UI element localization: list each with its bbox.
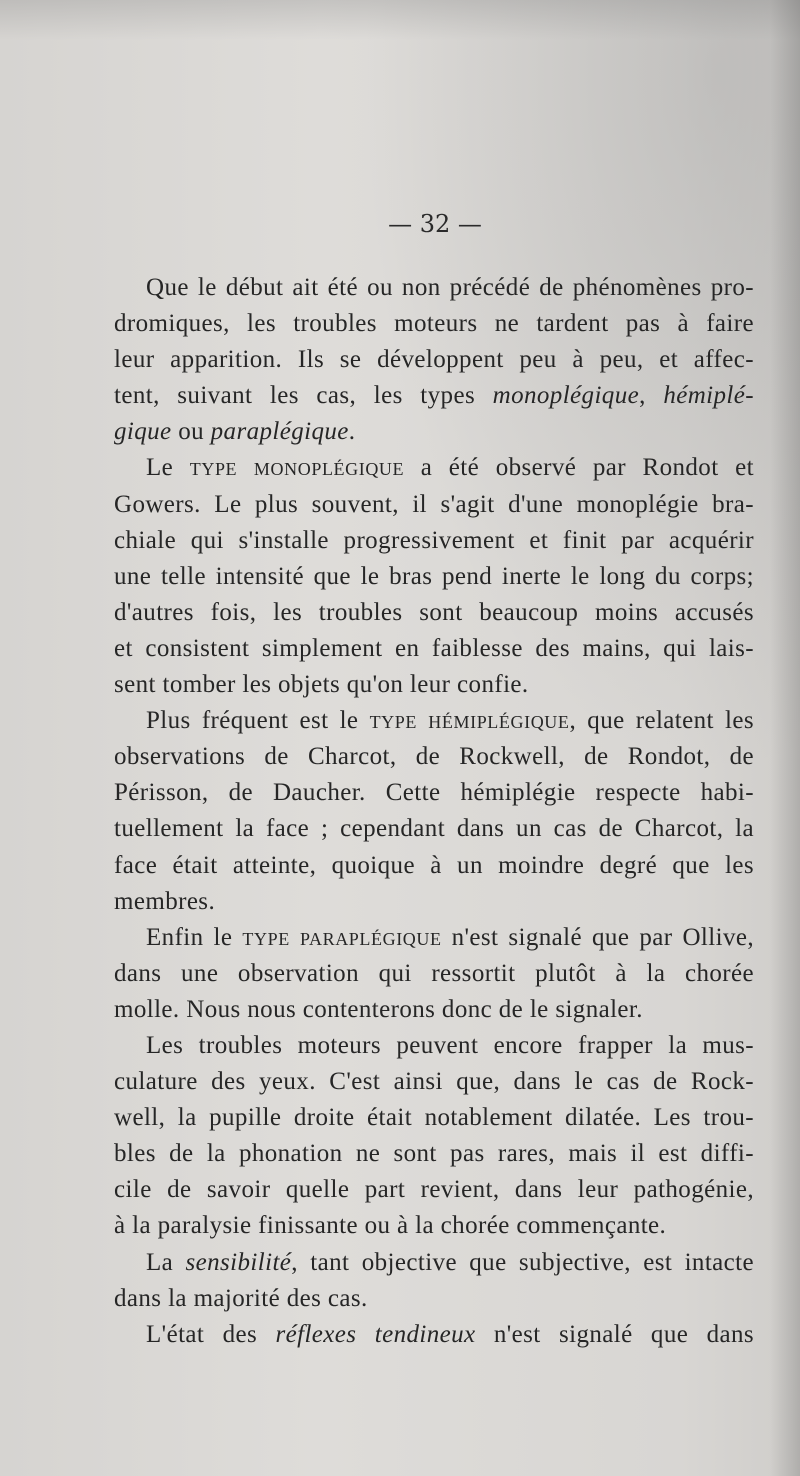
italic-text: paraplégique — [210, 418, 349, 446]
text-line — [114, 884, 754, 920]
text-segment: Périsson, de Daucher. Cette hémiplégie respecte habi- — [114, 779, 754, 807]
italic-text: monoplégique — [492, 382, 640, 410]
text-segment: à la paralysie finissante ou à la chorée commençante. — [114, 1212, 667, 1240]
text-line — [114, 1208, 754, 1244]
text-line — [114, 1100, 754, 1136]
text-segment: Les troubles moteurs peuvent encore frapper la mus- — [146, 1031, 754, 1059]
text-segment: La — [146, 1248, 186, 1276]
small-caps-text: type monoplégique — [189, 454, 405, 482]
page-top-shadow — [0, 0, 800, 40]
text-segment: well, la pupille droite était notablement dilatée. Les trou- — [114, 1104, 754, 1132]
text-segment: face était atteinte, quoique à un moindre degré que les — [114, 851, 754, 879]
text-segment: Plus fréquent est le — [146, 707, 370, 735]
text-segment: ou — [171, 418, 211, 446]
text-line — [114, 667, 754, 703]
text-line — [114, 1245, 754, 1281]
text-segment: , que relatent les — [569, 707, 754, 735]
text-segment: . — [348, 418, 356, 446]
text-line — [114, 920, 754, 956]
text-segment: L'état des — [146, 1320, 276, 1348]
text-segment: dromiques, les troubles moteurs ne tardent pas à faire — [114, 310, 754, 338]
text-segment: leur apparition. Ils se développent peu à peu, et affec- — [114, 346, 754, 374]
italic-text: réflexes tendineux — [275, 1320, 476, 1348]
text-line — [114, 1317, 754, 1353]
text-line — [114, 1064, 754, 1100]
text-line — [114, 992, 754, 1028]
text-line — [114, 559, 754, 595]
text-segment: membres. — [114, 887, 216, 915]
text-line — [114, 487, 754, 523]
text-segment: Gowers. Le plus souvent, il s'agit d'une monoplégie bra- — [114, 490, 754, 518]
text-segment: a été observé par Rondot et — [404, 454, 754, 482]
text-line — [114, 775, 754, 811]
text-line — [114, 342, 754, 378]
page-number: — 32 — — [388, 210, 482, 238]
italic-text: sensibilité — [185, 1248, 292, 1276]
text-line — [114, 956, 754, 992]
text-line — [114, 270, 754, 306]
text-line — [114, 1028, 754, 1064]
italic-text: hémiplé- — [663, 382, 754, 410]
text-line — [114, 631, 754, 667]
text-line — [114, 1172, 754, 1208]
text-line — [114, 739, 754, 775]
text-segment: chiale qui s'installe progressivement et finit par acquérir — [114, 526, 754, 554]
text-line — [114, 595, 754, 631]
text-line — [114, 703, 754, 739]
body-text — [114, 270, 754, 1353]
text-segment: molle. Nous nous contenterons donc de le signaler. — [114, 995, 643, 1023]
text-line — [114, 378, 754, 414]
text-line — [114, 1281, 754, 1317]
text-segment: Que le début ait été ou non précédé de phénomènes pro- — [146, 274, 754, 301]
text-segment: , tant objective que subjective, est intacte — [291, 1248, 754, 1276]
text-segment: culature des yeux. C'est ainsi que, dans le cas de Rock- — [114, 1068, 754, 1096]
text-segment: bles de la phonation ne sont pas rares, mais il est diffi- — [114, 1140, 754, 1168]
text-segment: cile de savoir quelle part revient, dans leur pathogénie, — [114, 1176, 754, 1204]
text-segment: et consistent simplement en faiblesse des mains, qui lais- — [114, 634, 754, 662]
small-caps-text: type hémiplégique — [369, 707, 570, 735]
text-segment: n'est signalé que dans — [475, 1320, 754, 1348]
text-segment: d'autres fois, les troubles sont beaucoup moins accusés — [114, 598, 754, 626]
text-segment: , — [639, 382, 664, 410]
text-line — [114, 414, 754, 450]
text-segment: dans une observation qui ressortit plutôt à la chorée — [114, 959, 754, 987]
text-segment: Enfin le — [146, 923, 243, 951]
text-line — [114, 1136, 754, 1172]
text-line — [114, 848, 754, 884]
text-segment: observations de Charcot, de Rockwell, de Rondot, de — [114, 743, 754, 771]
text-line — [114, 811, 754, 847]
text-line — [114, 450, 754, 486]
text-segment: sent tomber les objets qu'on leur confie. — [114, 671, 529, 699]
text-line — [114, 523, 754, 559]
text-segment: une telle intensité que le bras pend inerte le long du corps; — [114, 562, 754, 590]
text-line — [114, 306, 754, 342]
small-caps-text: type paraplégique — [242, 923, 442, 951]
text-segment: Le — [146, 454, 190, 482]
text-segment: tent, suivant les cas, les types — [114, 382, 493, 410]
text-segment: tuellement la face ; cependant dans un cas de Charcot, la — [114, 815, 754, 843]
text-segment: dans la majorité des cas. — [114, 1284, 368, 1312]
italic-text: gique — [114, 418, 172, 446]
text-segment: n'est signalé que par Ollive, — [441, 923, 755, 951]
